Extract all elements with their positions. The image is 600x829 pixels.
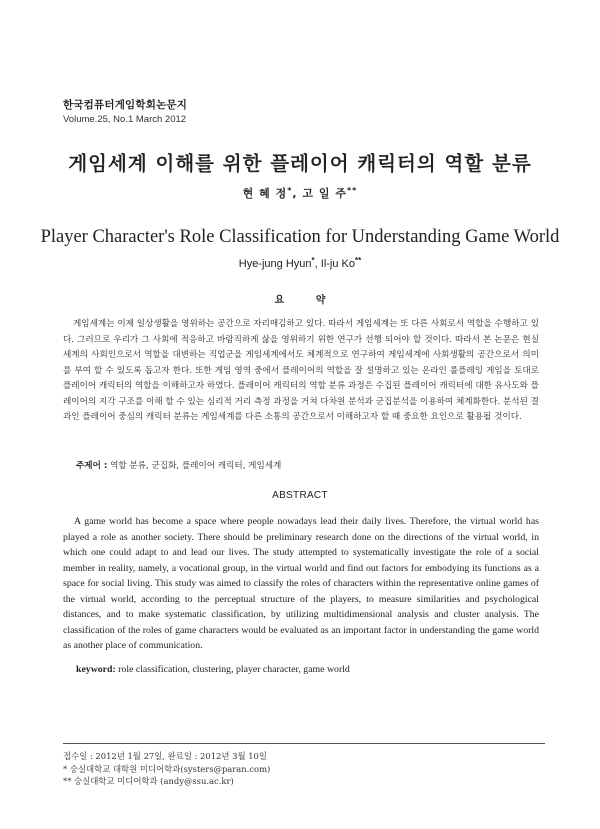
- keywords-korean-list: 역할 분류, 군집화, 플레이어 캐릭터, 게임세계: [110, 461, 282, 471]
- author-1-mark: *: [287, 186, 293, 195]
- journal-header: [63, 97, 187, 125]
- abstract-english-heading: ABSTRACT: [272, 490, 328, 501]
- keywords-english: [76, 664, 350, 675]
- authors-english: [0, 256, 600, 270]
- author-separator: ,: [292, 187, 303, 200]
- author-2: 고 일 주: [302, 187, 347, 200]
- keywords-korean-label: 주제어 :: [76, 461, 108, 471]
- paper-title-english: Player Character's Role Classification for Understanding Game World: [40, 227, 560, 247]
- keywords-korean: [76, 459, 281, 471]
- author-en-separator: ,: [314, 258, 321, 270]
- affiliation-1: * 숭실대학교 대학원 미디어학과(systers@paran.com): [63, 763, 271, 774]
- paper-title-korean: 게임세계 이해를 위한 플레이어 캐릭터의 역할 분류: [68, 152, 532, 175]
- journal-name: 한국컴퓨터게임학회논문지: [63, 99, 188, 111]
- journal-volume: Volume.25, No.1 March 2012: [63, 114, 187, 125]
- abstract-korean-body: 게임세계는 이제 일상생활을 영위하는 공간으로 자리매김하고 있다. 따라서 게임세계는 또 다른 사회로서 역할을 수행하고 있다. 그러므로 우리가 그 사회에 적응하고 바람직하게 삶을 영위하기 위한 연구가 선행 되어야 할 것이다. 따라서 본 논문은 현실세계의 사회인으로서 역할을 대변하는 직업군을 게임세계에서도 체계적으로 연구하여 게임세계에 사회생활의 공간으로서 의미를 부여 할 수 있도록 돕고자 한다. 또한 게임 영역 중에서 플레이어의 역할을 잘 설명하고 있는 온라인 롤플레잉 게임을 토대로 플레이어 캐릭터의 역할을 이해하고자 하였다. 플레이어 캐릭터의 역할 분류 과정은 수집된 플레이어 캐릭터에 대한 유사도와 플레이어의 지각 구조를 이해 할 수 있는 심리적 거리 측정 과정을 거쳐 다차원 분석과 군집분석을 이용하여 체계화한다. 분석된 결과인 플레이어 중심의 캐릭터 분류는 게임세계를 다른 소통의 공간으로서 이해하고자 할 때 중요한 요인으로 활용될 것이다.: [63, 319, 539, 422]
- author-1: 현 혜 정: [242, 187, 288, 200]
- footnotes: [63, 750, 270, 788]
- keywords-english-list: role classification, clustering, player character, game world: [115, 664, 350, 675]
- affiliation-2: ** 숭실대학교 미디어학과 (andy@ssu.ac.kr): [63, 776, 234, 786]
- author-2-en-mark: **: [355, 256, 362, 265]
- author-2-mark: **: [346, 186, 358, 195]
- received-dates: 접수일 : 2012년 1월 27일, 완료일 : 2012년 3월 10일: [63, 751, 267, 761]
- abstract-english-body: A game world has become a space where people nowadays lead their daily lives. Therefore, the virtual world has played a role as another society. There should be preliminary research done on the directions of the virtual world, in which one could adapt to and lead our lives. The study attempted to systematically investigate the role of a social member in reality, namely, a vocational group, in the virtual world and find out factors for embodying its functions as a space for social living. This study was aimed to classify the roles of characters within the representative online games of the virtual world, according to the perceptual structure of the players, to measure similarities and psychological distances, and to make systematic classification, by utilizing multidimensional analysis and cluster analysis. The classification of the roles of game characters would be evaluated as an important factor in understanding the game world as another place of communication.: [63, 516, 539, 651]
- abstract-korean-heading: 요 약: [274, 295, 340, 306]
- keywords-english-label: keyword:: [76, 664, 116, 675]
- author-1-en: Hye-jung Hyun: [238, 258, 312, 270]
- authors-korean: [0, 185, 600, 201]
- author-2-en: Il-ju Ko: [320, 258, 356, 270]
- author-1-en-mark: *: [311, 256, 315, 265]
- footnote-divider: [63, 743, 545, 744]
